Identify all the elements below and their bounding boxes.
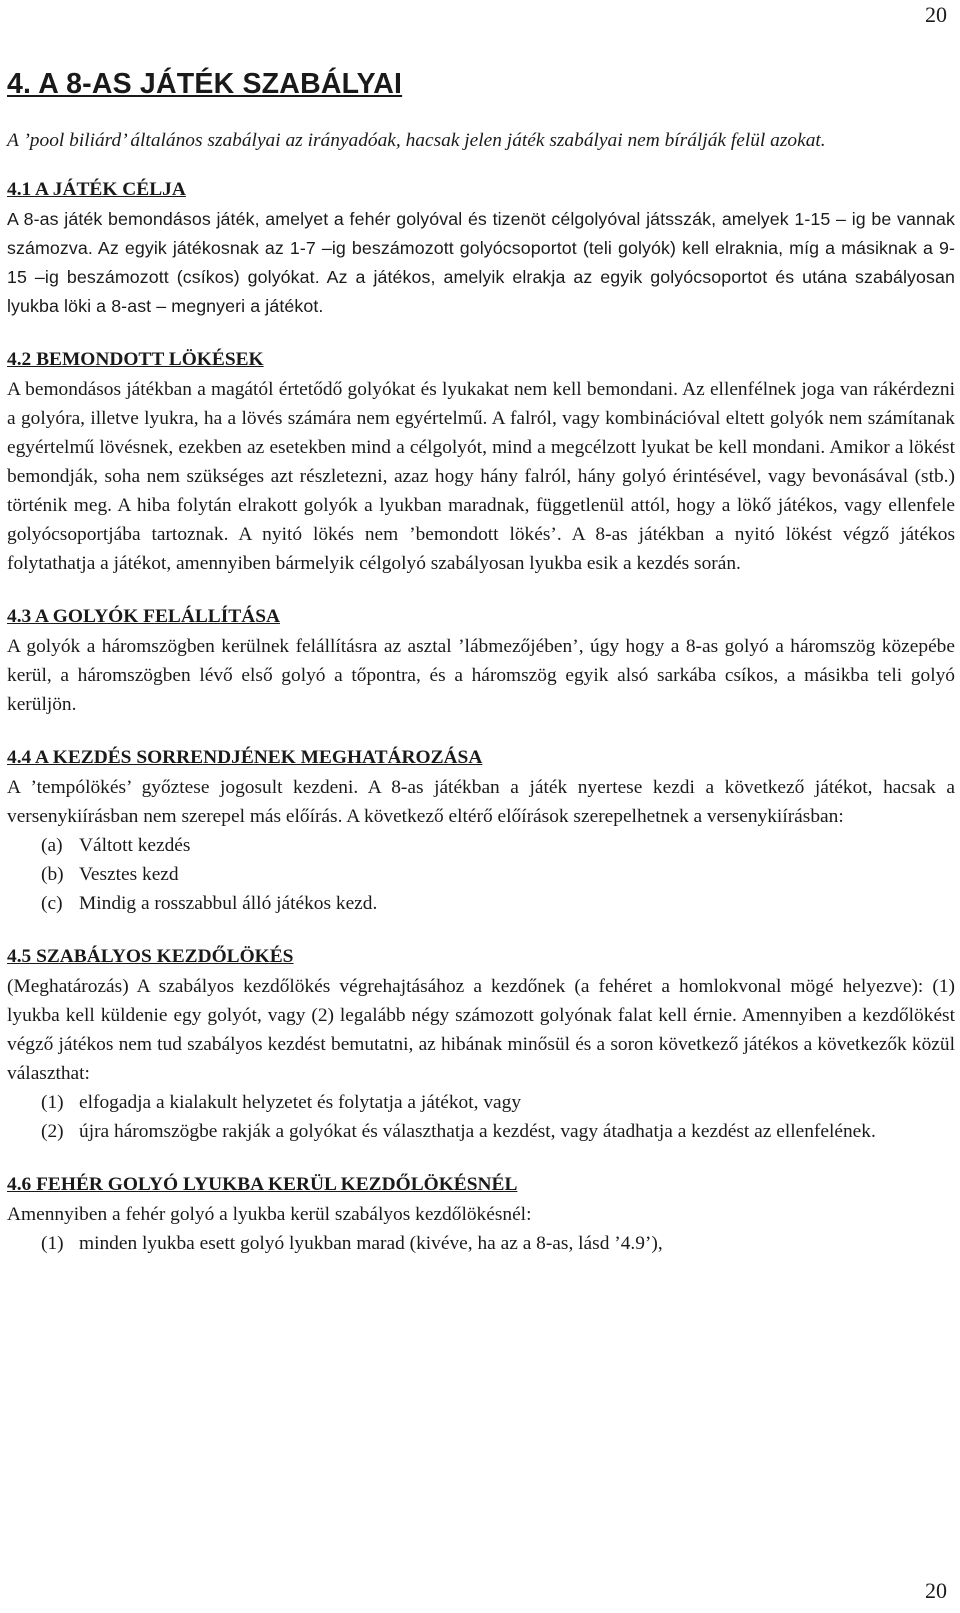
section-heading: 4.3 A GOLYÓK FELÁLLÍTÁSA (7, 606, 280, 627)
section-heading: 4.2 BEMONDOTT LÖKÉSEK (7, 349, 264, 370)
section-paragraph: Amennyiben a fehér golyó a lyukba kerül szabályos kezdőlökésnél: (7, 1204, 532, 1225)
list-item-text: elfogadja a kialakult helyzetet és folytatja a játékot, vagy (79, 1092, 522, 1113)
section-heading: 4.1 A JÁTÉK CÉLJA (7, 179, 186, 200)
consequence-list (7, 1229, 955, 1258)
section-paragraph: A bemondásos játékban a magától értetődő golyókat és lyukakat nem kell bemondani. Az ellenfélnek joga van rákérdezni a golyóra, illetve lyukra, ha a lövés számára nem egyértelmű. A falról, vagy kombinációval eltett golyók nem számítanak egyértelmű lövésnek, ezekben az esetekben mind a célgolyót, mind a megcélzott lyukat be kell mondani. Amikor a lökést bemondják, soha nem szükséges azt részletezni, azaz hogy hány falról, hány golyó érintésével, vagy bevonásával (stb.) történik meg. A hiba folytán elrakott golyók a lyukban maradnak, függetlenül attól, hogy a lökő játékos, vagy ellenfele golyócsoportjába tartoznak. A nyitó lökés nem ’bemondott lökés’. A 8-as játékban a nyitó lökést végző játékos folytathatja a játékot, amennyiben bármelyik célgolyó szabályosan lyukba esik a kezdés során. (7, 379, 955, 574)
intro-paragraph: A ’pool biliárd’ általános szabályai az irányadóak, hacsak jelen játék szabályai nem bírálják felül azokat. (7, 130, 826, 151)
section-heading: 4.4 A KEZDÉS SORRENDJÉNEK MEGHATÁROZÁSA (7, 747, 483, 768)
section-4-1 (7, 175, 955, 321)
list-item-text: újra háromszögbe rakják a golyókat és választhatja a kezdést, vagy átadhatja a kezdést az ellenfelének. (79, 1121, 876, 1142)
chapter-title: 4. A 8-AS JÁTÉK SZABÁLYAI (7, 68, 403, 100)
section-4-3 (7, 602, 955, 719)
list-marker: (b) (41, 864, 64, 885)
list-item (7, 831, 955, 860)
section-4-2 (7, 345, 955, 578)
section-4-4 (7, 743, 955, 918)
section-paragraph: (Meghatározás) A szabályos kezdőlökés végrehajtásához a kezdőnek (a fehéret a homlokvonal mögé helyezve): (1) lyukba kell küldenie egy golyót, vagy (2) legalább négy számozott golyónak falat kell érnie. Amennyiben a kezdőlökést végző játékos nem tud szabályos kezdést bemutatni, az hibának minősül és a soron következő játékos a következők közül választhat: (7, 976, 955, 1084)
section-heading: 4.6 FEHÉR GOLYÓ LYUKBA KERÜL KEZDŐLÖKÉSNÉL (7, 1174, 518, 1195)
section-4-5 (7, 942, 955, 1146)
list-marker: (c) (41, 893, 63, 914)
list-item-text: Váltott kezdés (79, 835, 191, 856)
list-marker: (1) (41, 1092, 64, 1113)
list-item (7, 1117, 955, 1146)
list-item (7, 1088, 955, 1117)
section-4-6 (7, 1170, 955, 1258)
list-marker: (a) (41, 835, 63, 856)
page-number-top: 20 (925, 2, 947, 27)
section-paragraph: A golyók a háromszögben kerülnek felállításra az asztal ’lábmezőjében’, úgy hogy a 8-as golyó a háromszög közepébe kerül, a háromszögben lévő első golyó a tőpontra, és a háromszög egyik alsó sarkába csíkos, a másikba teli golyó kerüljön. (7, 636, 955, 715)
list-marker: (2) (41, 1121, 64, 1142)
document-body (7, 62, 955, 1282)
list-item (7, 860, 955, 889)
list-item (7, 1229, 955, 1258)
list-item-text: Mindig a rosszabbul álló játékos kezd. (79, 893, 378, 914)
list-item-text: Vesztes kezd (79, 864, 179, 885)
choice-list (7, 1088, 955, 1146)
section-heading: 4.5 SZABÁLYOS KEZDŐLÖKÉS (7, 946, 294, 967)
list-item (7, 889, 955, 918)
list-marker: (1) (41, 1233, 64, 1254)
list-item-text: minden lyukba esett golyó lyukban marad (kivéve, ha az a 8-as, lásd ’4.9’), (79, 1233, 663, 1254)
page-number-bottom: 20 (925, 1578, 947, 1603)
section-paragraph: A ’tempólökés’ győztese jogosult kezdeni. A 8-as játékban a játék nyertese kezdi a következő játékot, hacsak a versenykiírásban nem szerepel más előírás. A következő eltérő előírások szerepelhetnek a versenykiírásban: (7, 777, 955, 827)
section-paragraph: A 8-as játék bemondásos játék, amelyet a fehér golyóval és tizenöt célgolyóval játsszák, amelyek 1-15 – ig be vannak számozva. Az egyik játékosnak az 1-7 –ig beszámozott golyócsoportot (teli golyók) kell elraknia, míg a másiknak a 9-15 –ig beszámozott (csíkos) golyókat. Az a játékos, amelyik elrakja az egyik golyócsoportot és utána szabályosan lyukba löki a 8-ast – megnyeri a játékot. (7, 209, 955, 316)
start-options-list (7, 831, 955, 918)
